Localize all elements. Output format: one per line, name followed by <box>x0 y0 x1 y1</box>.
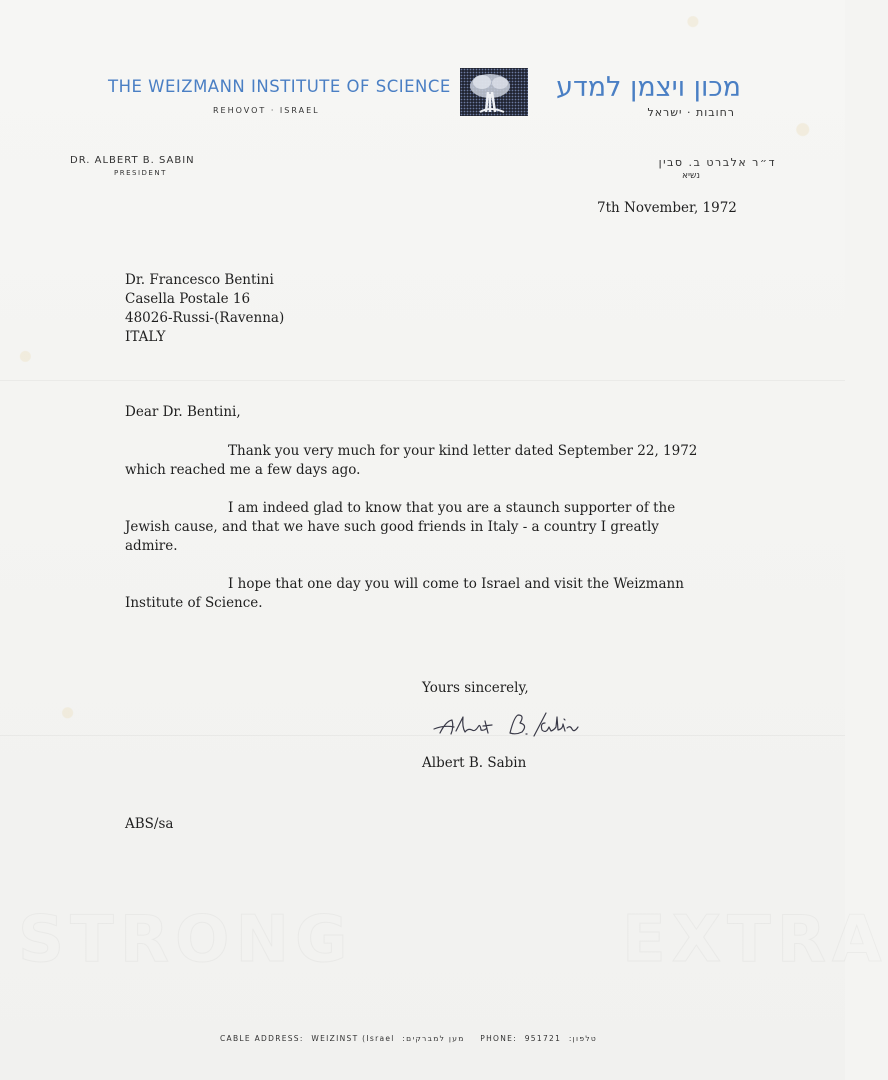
address-line: Dr. Francesco Bentini <box>125 272 274 288</box>
reference-initials: ABS/sa <box>125 816 174 832</box>
address-line: Casella Postale 16 <box>125 291 251 307</box>
letter-date: 7th November, 1972 <box>597 200 737 216</box>
handwritten-signature <box>430 703 620 743</box>
recipient-address <box>125 271 284 347</box>
paper-fold-line <box>0 735 845 736</box>
signer-name: Albert B. Sabin <box>422 755 527 771</box>
paper-watermark: EXTRA <box>622 903 888 977</box>
body-paragraph <box>125 575 684 613</box>
president-title-en: PRESIDENT <box>114 169 167 177</box>
phone-label-he: טלפון: <box>568 1034 598 1043</box>
institute-name-he: מכון ויצמן למדע <box>556 72 741 103</box>
paragraph-line: admire. <box>125 538 178 554</box>
cable-label: CABLE ADDRESS: <box>220 1034 304 1043</box>
salutation: Dear Dr. Bentini, <box>125 404 241 420</box>
address-line: 48026-Russi-(Ravenna) <box>125 310 285 326</box>
institute-location-en: REHOVOT · ISRAEL <box>213 106 320 115</box>
cable-value: WEIZINST (Israel <box>311 1034 395 1043</box>
paragraph-line: Jewish cause, and that we have such good friends in Italy - a country I greatly <box>125 519 659 535</box>
paragraph-line: Institute of Science. <box>125 595 263 611</box>
phone-label: PHONE: <box>480 1034 518 1043</box>
body-paragraph <box>125 499 675 556</box>
paper-fold-line <box>0 380 845 381</box>
closing: Yours sincerely, <box>422 680 529 696</box>
address-line: ITALY <box>125 329 166 345</box>
paragraph-line: I am indeed glad to know that you are a staunch supporter of the <box>228 500 676 516</box>
phone-value: 951721 <box>524 1034 562 1043</box>
letterhead-footer <box>220 1034 601 1043</box>
paper-watermark: STRONG <box>18 903 354 977</box>
paragraph-line: I hope that one day you will come to Israel and visit the Weizmann <box>228 576 684 592</box>
body-paragraph <box>125 442 697 480</box>
paragraph-line: Thank you very much for your kind letter dated September 22, 1972 <box>228 443 698 459</box>
paragraph-line: which reached me a few days ago. <box>125 462 361 478</box>
president-name-en: DR. ALBERT B. SABIN <box>70 155 195 166</box>
institute-name-en: THE WEIZMANN INSTITUTE OF SCIENCE <box>108 77 451 96</box>
president-title-he: נשיא <box>681 171 700 181</box>
cable-label-he: מען למברקים: <box>402 1034 465 1043</box>
institute-location-he: רחובות · ישראל <box>647 106 735 119</box>
institute-tree-logo <box>460 68 528 116</box>
president-name-he: ד״ר אלברט ב. סבין <box>658 156 776 169</box>
